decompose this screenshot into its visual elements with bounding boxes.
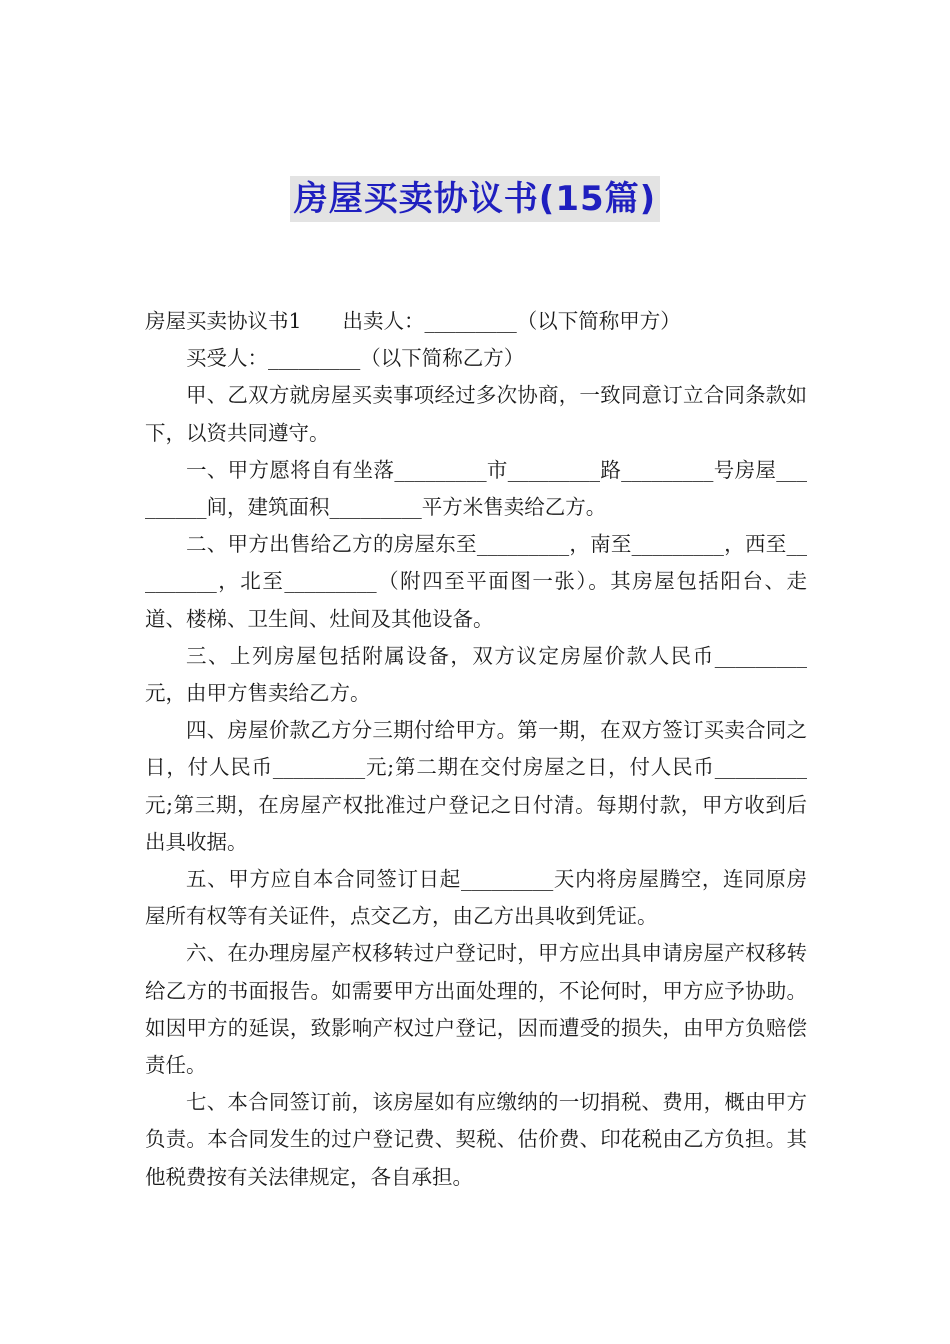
document-title: 房屋买卖协议书(15篇)	[290, 176, 660, 222]
paragraph-clause-6: 六、在办理房屋产权移转过户登记时，甲方应出具申请房屋产权移转给乙方的书面报告。如需要甲方出面处理的，不论何时，甲方应予协助。如因甲方的延误，致影响产权过户登记，因而遭受的损失，由甲方负赔偿责任。	[145, 941, 807, 1078]
paragraph-clause-1: 一、甲方愿将自有坐落_________市_________路_________号房屋_________间，建筑面积_________平方米售卖给乙方。	[145, 457, 807, 520]
paragraph-clause-4: 四、房屋价款乙方分三期付给甲方。第一期，在双方签订买卖合同之日，付人民币_________元;第二期在交付房屋之日，付人民币_________元;第三期，在房屋产权批准过户登记之日付清。每期付款，甲方收到后出具收据。	[145, 718, 807, 854]
paragraph-buyer: 买受人：_________（以下简称乙方）	[186, 346, 525, 371]
paragraph-clause-5: 五、甲方应自本合同签订日起_________天内将房屋腾空，连同原房屋所有权等有关证件，点交乙方，由乙方出具收到凭证。	[145, 867, 807, 929]
paragraph-clause-3: 三、上列房屋包括附属设备，双方议定房屋价款人民币_________元，由甲方售卖给乙方。	[145, 643, 807, 706]
paragraph-clause-2: 二、甲方出售给乙方的房屋东至_________，南至_________，西至_________，北至_________（附四至平面图一张）。其房屋包括阳台、走道、楼梯、卫生间、灶间及其他设备。	[145, 532, 807, 631]
paragraph-clause-7: 七、本合同签订前，该房屋如有应缴纳的一切捐税、费用，概由甲方负责。本合同发生的过户登记费、契税、估价费、印花税由乙方负担。其他税费按有关法律规定，各自承担。	[145, 1090, 807, 1189]
paragraph-heading-seller: 房屋买卖协议书1 出卖人：_________（以下简称甲方）	[145, 309, 681, 333]
paragraph-preamble: 甲、乙双方就房屋买卖事项经过多次协商，一致同意订立合同条款如下，以资共同遵守。	[145, 383, 807, 445]
title-wrapper	[0, 176, 950, 222]
document-body	[145, 303, 807, 1196]
